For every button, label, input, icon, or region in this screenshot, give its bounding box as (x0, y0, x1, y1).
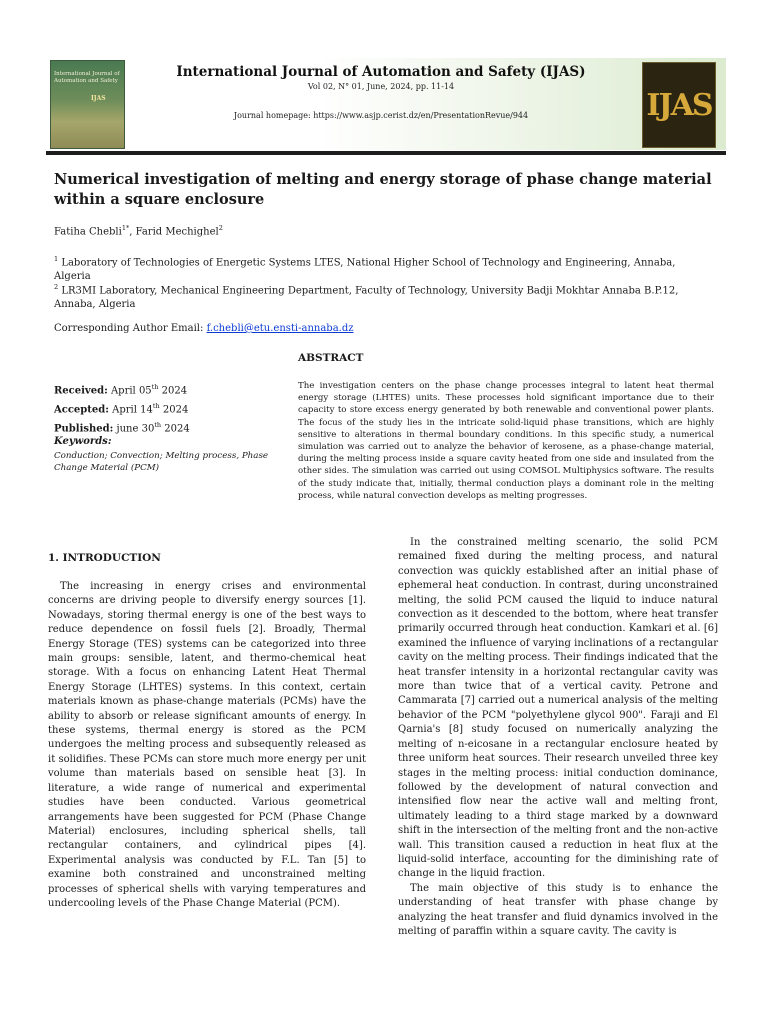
email-label: Corresponding Author Email: (54, 323, 207, 334)
journal-header (46, 58, 726, 150)
abstract-heading: ABSTRACT (298, 352, 364, 364)
cover-abbr: IJAS (91, 95, 106, 102)
intro-paragraph-2: In the constrained melting scenario, the solid PCM remained fixed during the melting process, and natural convection was quickly established after an initial phase of ephemeral heat conduction. In contrast, during unconstrained melting, the solid PCM caused the liquid to induce natural convection as it descended to the bottom, where heat transfer primarily occurred through heat conduction. Kamkari et al. [6] examined the influence of varying inclinations of a rectangular cavity on the melting process. Their findings indicated that the heat transfer intensity in a horizontal rectangular cavity was more than twice that of a vertical cavity. Petrone and Cammarata [7] carried out a numerical analysis of the melting behavior of the PCM "polyethylene glycol 900". Faraji and El Qarnia's [8] study focused on numerically analyzing the melting of n-eicosane in a rectangular enclosure heated by three uniform heat sources. Their research unveiled three key stages in the melting process: initial conduction dominance, followed by the development of natural convection and intensified flow near the active wall and melting front, ultimately leading to a third stage marked by a downward shift in the intersection of the melting front and the non-active wall. This transition caused a reduction in heat flux at the liquid-solid interface, accounting for the diminishing rate of change in the liquid fraction. (398, 537, 718, 880)
affiliation-2-text: LR3MI Laboratory, Mechanical Engineering Department, Faculty of Technology, University Badji Mokhtar Annaba B.P.12, Annaba, Algeria (54, 285, 679, 311)
logo-text: IJAS (646, 87, 712, 123)
intro-paragraph-1: The increasing in energy crises and environmental concerns are driving people to diversify energy sources [1]. Nowadays, storing thermal energy is one of the best ways to reduce dependence on fossil fuels [2]. Broadly, Thermal Energy Storage (TES) systems can be categorized into three main groups: sensible, latent, and thermo-chemical heat storage. With a focus on enhancing Latent Heat Thermal Energy Storage (LHTES) systems. In this context, certain materials known as phase-change materials (PCMs) have the ability to absorb or release significant amounts of energy. In these systems, thermal energy is stored as the PCM undergoes the melting process and subsequently released as it solidifies. These PCMs can store much more energy per unit volume than materials based on sensible heat [3]. In literature, a wide range of numerical and experimental studies have been conducted. Various geometrical arrangements have been suggested for PCM (Phase Change Material) enclosures, including spherical shells, tall rectangular containers, and cylindrical pipes [4]. Experimental analysis was conducted by F.L. Tan [5] to examine both constrained and unconstrained melting processes of spherical shells with varying temperatures and undercooling levels of the Phase Change Material (PCM). (48, 581, 366, 909)
cover-title: International Journal of Automation and Safety (54, 71, 120, 84)
author-2-sup: 2 (218, 224, 223, 232)
intro-paragraph-3: The main objective of this study is to enhance the understanding of heat transfer with phase change by analyzing the heat transfer and fluid dynamics involved in the melting of paraffin within a square cavity. The cavity is (398, 882, 718, 937)
published-date: Published: june 30th 2024 (54, 420, 190, 434)
accepted-date: Accepted: April 14th 2024 (54, 401, 189, 416)
affiliation-2 (54, 280, 714, 312)
body-column-left (48, 580, 366, 911)
abstract-text: The investigation centers on the phase change processes integral to latent heat thermal energy storage (LHTES) units. These processes hold significant importance due to their capacity to store excess energy generated by both renewable and conventional power plants. The focus of the study lies in the intricate solid-liquid phase transitions, which are highly sensitive to alterations in thermal boundary conditions. In this specific study, a numerical simulation was carried out to analyze the behavior of kerosene, as a phase-change material, during the melting process inside a square cavity heated from one side and insulated from the other sides. The simulation was carried out using COMSOL Multiphysics software. The results of the study indicate that, initially, thermal conduction plays a dominant role in the melting process, while natural convection develops as melting progresses. (298, 381, 714, 501)
body-column-right (398, 536, 718, 939)
keywords-heading: Keywords: (54, 436, 112, 447)
affiliation-1-text: Laboratory of Technologies of Energetic Systems LTES, National Higher School of Technology and Engineering, Annaba, Algeria (54, 257, 676, 283)
journal-logo (642, 62, 716, 148)
affiliation-1-num: 1 (54, 255, 59, 263)
keywords-text: Conduction; Convection; Melting process, Phase Change Material (PCM) (54, 451, 269, 473)
article-dates (54, 380, 190, 436)
author-2: , Farid Mechighel (129, 226, 219, 238)
corresponding-email (54, 323, 354, 334)
journal-cover-image (50, 60, 125, 149)
email-link[interactable]: f.chebli@etu.ensti-annaba.dz (206, 323, 354, 334)
author-1: Fatiha Chebli (54, 226, 122, 238)
header-rule (46, 151, 726, 155)
section-heading-introduction: 1. INTRODUCTION (48, 552, 161, 564)
author-1-sup: 1* (121, 224, 130, 232)
authors (54, 224, 223, 237)
affiliation-2-num: 2 (54, 283, 59, 291)
journal-homepage: Journal homepage: https://www.asjp.cerist.dz/en/PresentationRevue/944 (233, 111, 529, 120)
journal-volume: Vol 02, N° 01, June, 2024, pp. 11-14 (307, 82, 455, 91)
received-date: Received: April 05th 2024 (54, 383, 188, 397)
article-title: Numerical investigation of melting and energy storage of phase change material within a square enclosure (54, 171, 712, 208)
journal-name: International Journal of Automation and Safety (IJAS) (176, 64, 586, 80)
